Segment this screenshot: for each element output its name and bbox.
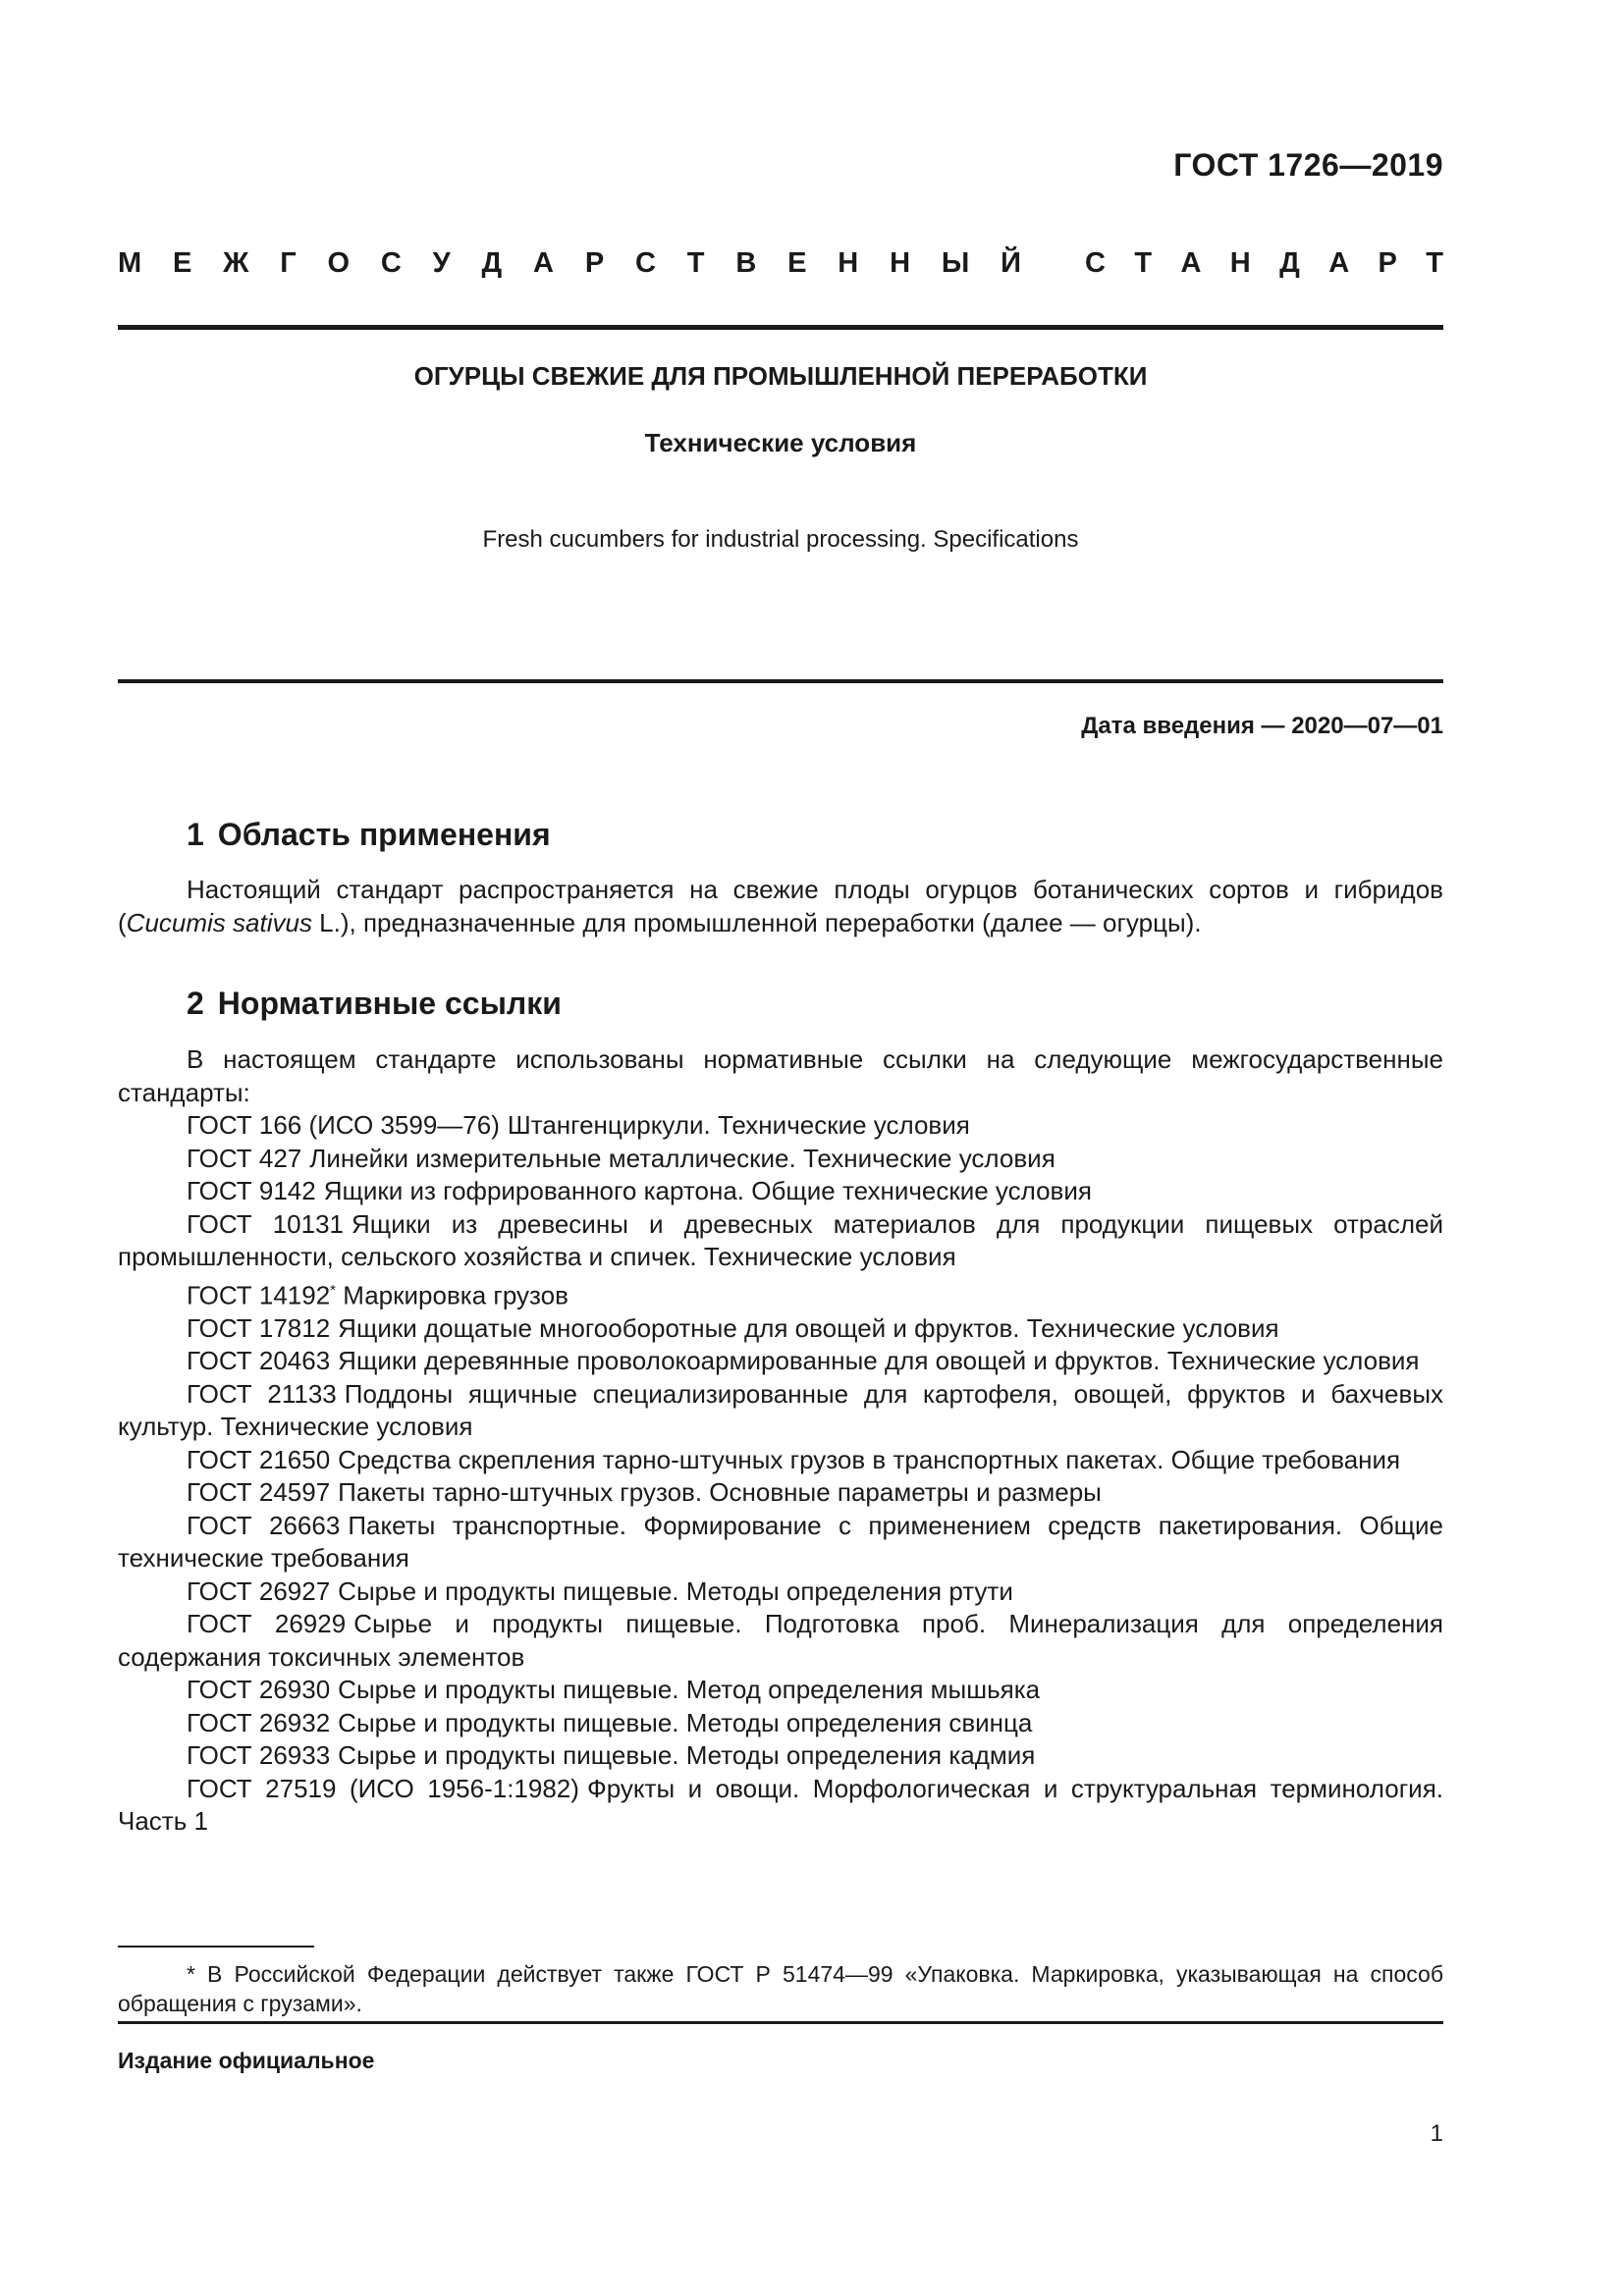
footnote-divider [118, 1946, 314, 1948]
banner-letter: Н [890, 247, 911, 279]
reference-code: ГОСТ 27519 (ИСО 1956-1:1982) [187, 1773, 579, 1803]
reference-title: Пакеты тарно-штучных грузов. Основные параметры и размеры [338, 1477, 1102, 1508]
reference-title: Линейки измерительные металлические. Технические условия [309, 1143, 1056, 1173]
reference-item [118, 1312, 1443, 1346]
reference-code: ГОСТ 24597 [187, 1477, 331, 1508]
reference-item [118, 1510, 1443, 1575]
edition-label: Издание официальное [118, 2048, 375, 2073]
banner-letter: Е [173, 247, 192, 279]
scope-paragraph [118, 874, 1443, 939]
reference-code: ГОСТ 17812 [187, 1312, 331, 1343]
reference-title: Сырье и продукты пищевые. Методы определения ртути [338, 1575, 1013, 1606]
scope-text-start: Настоящий стандарт распространяется на свежие плоды огурцов ботанических сортов и гибридов ( [118, 875, 1443, 937]
reference-code: ГОСТ 26930 [187, 1675, 331, 1705]
reference-code: ГОСТ 20463 [187, 1346, 331, 1376]
reference-title: Сырье и продукты пищевые. Подготовка проб. Минерализация для определения содержания токсичных элементов [118, 1609, 1443, 1672]
page-number: 1 [1430, 2120, 1443, 2147]
reference-item [118, 1608, 1443, 1674]
banner-letter: Г [280, 247, 297, 279]
reference-title: Пакеты транспортные. Формирование с применением средств пакетирования. Общие технические требования [118, 1510, 1443, 1574]
banner-letter: А [1180, 247, 1202, 279]
reference-item [118, 1575, 1443, 1609]
reference-item [118, 1175, 1443, 1208]
banner-letter: Е [787, 247, 807, 279]
top-divider [118, 325, 1443, 330]
reference-code: ГОСТ 14192 [187, 1280, 331, 1310]
footer-divider [118, 2021, 1443, 2024]
banner-letter: Р [1378, 247, 1397, 279]
interstate-standard-banner [118, 247, 1443, 280]
banner-letter: О [327, 247, 351, 279]
scope-text-latin: Cucumis sativus [126, 907, 312, 937]
banner-letter: Д [1279, 247, 1300, 279]
references-intro: В настоящем стандарте использованы нормативные ссылки на следующие межгосударственные стандарты: [118, 1044, 1443, 1107]
banner-letter: С [380, 247, 402, 279]
banner-word-standard [1085, 247, 1443, 280]
section-title: Нормативные ссылки [217, 986, 562, 1021]
reference-code: ГОСТ 9142 [187, 1176, 316, 1205]
reference-item [118, 1274, 1443, 1312]
reference-code: ГОСТ 26927 [187, 1575, 331, 1606]
reference-code: ГОСТ 10131 [187, 1208, 345, 1239]
references-list [118, 1109, 1443, 1839]
banner-letter: Й [1001, 247, 1021, 279]
banner-letter: Н [1229, 247, 1251, 279]
document-number: ГОСТ 1726—2019 [1173, 147, 1443, 183]
reference-item [118, 1773, 1443, 1839]
footnote: * В Российской Федерации действует также ГОСТ Р 51474—99 «Упаковка. Маркировка, указывающая на способ обращения с грузами». [118, 1961, 1443, 2016]
banner-letter: Ж [223, 247, 249, 279]
reference-code: ГОСТ 26929 [187, 1609, 347, 1639]
reference-code: ГОСТ 26933 [187, 1740, 331, 1771]
reference-code: ГОСТ 26932 [187, 1707, 331, 1737]
banner-letter: Д [481, 247, 503, 279]
reference-code: ГОСТ 21650 [187, 1444, 331, 1474]
banner-letter: Н [838, 247, 859, 279]
banner-letter: М [118, 247, 142, 279]
banner-letter: Т [686, 247, 705, 279]
section-title: Область применения [217, 817, 551, 852]
reference-code: ГОСТ 21133 [187, 1378, 337, 1409]
scope-text-end: L.), предназначенные для промышленной переработки (далее — огурцы). [311, 907, 1202, 937]
document-subtitle: Технические условия [644, 428, 917, 457]
reference-title: Фрукты и овощи. Морфологическая и структуральная терминология. Часть 1 [118, 1773, 1444, 1837]
document-title: ОГУРЦЫ СВЕЖИЕ ДЛЯ ПРОМЫШЛЕННОЙ ПЕРЕРАБОТКИ [413, 361, 1148, 391]
references-section [118, 1043, 1443, 1839]
banner-word-interstate [118, 247, 1021, 280]
reference-title: Сырье и продукты пищевые. Методы определения кадмия [338, 1740, 1036, 1771]
reference-item [118, 1476, 1443, 1510]
footnote-mark: * [330, 1281, 337, 1299]
reference-title: Ящики из гофрированного картона. Общие технические условия [323, 1176, 1092, 1205]
reference-title: Маркировка грузов [343, 1280, 568, 1310]
banner-letter: Ы [941, 247, 970, 279]
reference-item [118, 1707, 1443, 1740]
document-title-english: Fresh cucumbers for industrial processing. Specifications [482, 526, 1079, 553]
reference-item [118, 1109, 1443, 1143]
reference-item [118, 1674, 1443, 1707]
reference-item [118, 1378, 1443, 1444]
banner-letter: С [635, 247, 656, 279]
reference-title: Средства скрепления тарно-штучных грузов в транспортных пакетах. Общие требования [338, 1444, 1401, 1474]
reference-title: Сырье и продукты пищевые. Методы определения свинца [338, 1707, 1033, 1737]
reference-code: ГОСТ 26663 [187, 1510, 341, 1540]
banner-letter: Т [1426, 247, 1443, 279]
reference-title: Ящики дощатые многооборотные для овощей и фруктов. Технические условия [338, 1312, 1279, 1343]
banner-letter: А [533, 247, 554, 279]
section-heading-references [187, 986, 562, 1022]
banner-letter: Т [1134, 247, 1153, 279]
reference-title: Штангенциркули. Технические условия [507, 1110, 970, 1140]
reference-item [118, 1345, 1443, 1378]
reference-title: Ящики из древесины и древесных материалов для продукции пищевых отраслей промышленности, сельского хозяйства и спичек. Технические условия [118, 1208, 1443, 1271]
reference-code: ГОСТ 427 [187, 1143, 302, 1173]
introduction-date: Дата введения — 2020—07—01 [1081, 713, 1443, 739]
section-heading-scope [187, 817, 551, 853]
reference-item [118, 1208, 1443, 1274]
reference-title: Ящики деревянные проволокоармированные для овощей и фруктов. Технические условия [338, 1346, 1420, 1376]
banner-letter: В [735, 247, 757, 279]
banner-letter: Р [584, 247, 605, 279]
reference-code: ГОСТ 166 (ИСО 3599—76) [187, 1110, 500, 1140]
banner-letter: С [1085, 247, 1106, 279]
banner-letter: А [1328, 247, 1350, 279]
reference-title: Поддоны ящичные специализированные для картофеля, овощей, фруктов и бахчевых культур. Технические условия [118, 1378, 1444, 1442]
reference-item [118, 1739, 1443, 1773]
section-number: 2 [187, 986, 204, 1021]
reference-item [118, 1444, 1443, 1477]
title-divider [118, 679, 1443, 683]
reference-title: Сырье и продукты пищевые. Метод определения мышьяка [338, 1675, 1041, 1705]
section-number: 1 [187, 817, 204, 852]
reference-item [118, 1143, 1443, 1176]
banner-letter: У [432, 247, 451, 279]
